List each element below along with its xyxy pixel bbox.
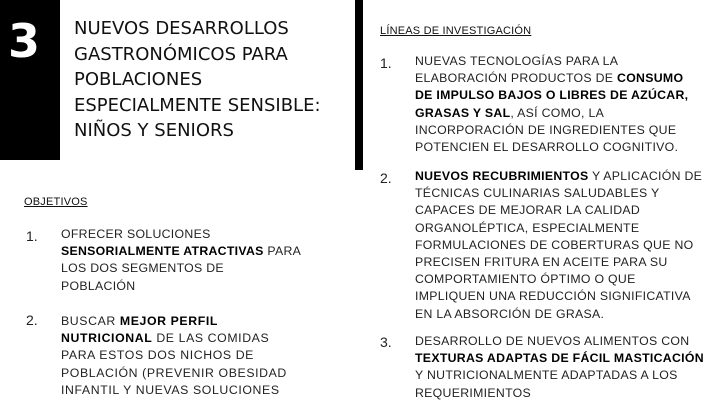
text-run: OFRECER SOLUCIONES	[61, 227, 211, 241]
objetivo-1-number: 1.	[26, 228, 38, 244]
text-run: PARA LOS DOS SEGMENTOS DE POBLACIÓN	[61, 244, 301, 293]
text-run: Y APLICACIÓN DE TÉCNICAS CULINARIAS SALUDABLES Y CAPACES DE MEJORAR LA CALIDAD ORGANOLÉPTICA, ESPECIALMENTE FORMULACIONES DE COBERTURAS QUE NO PRECISEN FRITURA EN ACEITE PARA SU COMPORTAMIENTO ÓPTIMO O QUE IMPLIQUEN UNA REDUCCIÓN SIGNIFICATIVA EN LA ABSORCIÓN DE GRASA.	[415, 169, 703, 321]
objetivo-1-text	[61, 226, 301, 295]
text-run-bold: MEJOR PERFIL NUTRICIONAL	[61, 314, 218, 346]
text-run: BUSCAR	[61, 314, 120, 328]
text-run: DESARROLLO DE NUEVOS ALIMENTOS CON	[415, 334, 690, 348]
slide-title	[74, 16, 354, 144]
text-run: , ASÍ COMO, LA INCORPORACIÓN DE INGREDIENTES QUE POTENCIEN EL DESARROLLO COGNITIVO.	[415, 105, 679, 155]
slide-number: 3	[8, 14, 41, 68]
title-line: POBLACIONES	[74, 69, 203, 90]
linea-2-number: 2.	[380, 170, 392, 186]
text-run: DE LAS COMIDAS PARA ESTOS DOS NICHOS DE POBLACIÓN (PREVENIR OBESIDAD INFANTIL Y NUEVAS SOLUCIONES	[61, 331, 287, 397]
lineas-heading: LÍNEAS DE INVESTIGACIÓN	[380, 25, 532, 37]
linea-3-number: 3.	[380, 334, 392, 350]
title-box	[60, 0, 355, 160]
text-run-bold: NUEVOS RECUBRIMIENTOS	[415, 169, 589, 183]
linea-3-text	[415, 333, 705, 402]
objetivo-2-number: 2.	[26, 312, 38, 328]
slide-number-box	[0, 0, 60, 160]
objetivo-2-text	[61, 313, 306, 399]
title-line: NUEVOS DESARROLLOS	[74, 18, 289, 39]
text-run-bold: SENSORIALMENTE ATRACTIVAS	[61, 244, 264, 259]
text-run-bold: CONSUMO DE IMPULSO BAJOS O LIBRES DE AZÚCAR, GRASAS Y SAL	[415, 71, 689, 120]
title-line: GASTRONÓMICOS PARA	[74, 43, 288, 65]
title-line: ESPECIALMENTE SENSIBLE:	[74, 94, 321, 116]
objetivos-heading: OBJETIVOS	[24, 196, 88, 208]
text-run: NUEVAS TECNOLOGÍAS PARA LA ELABORACIÓN PRODUCTOS DE	[415, 54, 618, 86]
title-line: NIÑOS Y SENIORS	[74, 120, 234, 141]
text-run: Y NUTRICIONALMENTE ADAPTADAS A LOS REQUERIMIENTOS	[415, 368, 678, 400]
divider-strip	[355, 0, 363, 170]
text-run-bold: TEXTURAS ADAPTAS DE FÁCIL MASTICACIÓN	[415, 351, 704, 366]
linea-1-text	[415, 53, 700, 156]
linea-2-text	[415, 168, 703, 323]
linea-1-number: 1.	[380, 55, 392, 71]
